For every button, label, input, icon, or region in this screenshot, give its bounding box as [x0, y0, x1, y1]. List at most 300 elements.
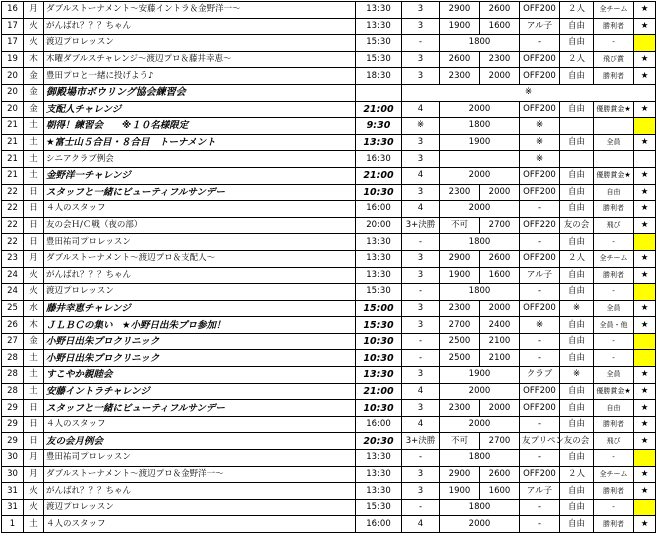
- table-row: [2, 300, 656, 317]
- entry-cell: 自由: [560, 68, 594, 85]
- games-cell: 4: [402, 101, 440, 118]
- table-row: [2, 383, 656, 400]
- price-member-cell: 2600: [480, 2, 520, 19]
- entry-cell: 自由: [560, 167, 594, 184]
- weekday-cell: 土: [24, 151, 44, 168]
- price-general-cell: 不可: [440, 217, 480, 234]
- entry-cell: ※: [560, 300, 594, 317]
- weekday-cell: 日: [24, 416, 44, 433]
- event-cell: 小野日出朱プロクリニック: [44, 350, 356, 367]
- star-cell: ★: [634, 466, 656, 483]
- discount-cell: 友プリペン: [520, 433, 560, 450]
- games-cell: 3+決勝: [402, 433, 440, 450]
- discount-cell: -: [520, 499, 560, 516]
- star-cell: ★: [634, 383, 656, 400]
- weekday-cell: 月: [24, 250, 44, 267]
- time-cell: 21:00: [356, 383, 402, 400]
- day-cell: 22: [2, 217, 24, 234]
- day-cell: 17: [2, 18, 24, 35]
- discount-cell: OFF200: [520, 167, 560, 184]
- day-cell: 16: [2, 2, 24, 19]
- time-cell: 16:00: [356, 516, 402, 533]
- discount-cell: -: [520, 416, 560, 433]
- discount-cell: アル子: [520, 267, 560, 284]
- event-cell: 豊田プロと一緒に投げよう♪: [44, 68, 356, 85]
- time-cell: 15:30: [356, 35, 402, 52]
- day-cell: 22: [2, 184, 24, 201]
- star-cell: [634, 35, 656, 52]
- price-member-cell: 2400: [480, 317, 520, 334]
- prize-cell: 全員: [594, 367, 634, 384]
- entry-cell: 自由: [560, 317, 594, 334]
- prize-cell: 全チーム: [594, 250, 634, 267]
- day-cell: 19: [2, 51, 24, 68]
- day-cell: 22: [2, 234, 24, 251]
- weekday-cell: 水: [24, 300, 44, 317]
- table-row: [2, 333, 656, 350]
- day-cell: 21: [2, 134, 24, 151]
- prize-cell: [594, 151, 634, 168]
- star-cell: ★: [634, 250, 656, 267]
- price-member-cell: 2600: [480, 250, 520, 267]
- event-cell: 小野日出朱プロクリニック: [44, 333, 356, 350]
- table-row: [2, 350, 656, 367]
- discount-cell: -: [520, 516, 560, 533]
- weekday-cell: 火: [24, 284, 44, 301]
- games-cell: 3: [402, 134, 440, 151]
- star-cell: [634, 499, 656, 516]
- prize-cell: -: [594, 35, 634, 52]
- weekday-cell: 日: [24, 201, 44, 218]
- event-cell: ４人のスタッフ: [44, 201, 356, 218]
- entry-cell: ２人: [560, 466, 594, 483]
- day-cell: 31: [2, 483, 24, 500]
- weekday-cell: 金: [24, 68, 44, 85]
- weekday-cell: 火: [24, 35, 44, 52]
- table-row: [2, 167, 656, 184]
- day-cell: 30: [2, 466, 24, 483]
- prize-cell: 優勝賞金★: [594, 101, 634, 118]
- table-row: [2, 317, 656, 334]
- time-cell: 16:30: [356, 151, 402, 168]
- prize-cell: 飛び賞: [594, 51, 634, 68]
- games-cell: 3: [402, 400, 440, 417]
- time-cell: 13:30: [356, 250, 402, 267]
- games-cell: 3: [402, 18, 440, 35]
- discount-cell: OFF200: [520, 400, 560, 417]
- day-cell: 27: [2, 333, 24, 350]
- entry-cell: 自由: [560, 416, 594, 433]
- discount-cell: -: [520, 201, 560, 218]
- discount-cell: OFF200: [520, 250, 560, 267]
- prize-cell: 飛び: [594, 217, 634, 234]
- discount-cell: OFF200: [520, 184, 560, 201]
- entry-cell: 自由: [560, 267, 594, 284]
- time-cell: 13:30: [356, 466, 402, 483]
- prize-cell: 全チーム: [594, 466, 634, 483]
- time-cell: [356, 84, 402, 101]
- entry-cell: ２人: [560, 250, 594, 267]
- time-cell: 13:30: [356, 18, 402, 35]
- price-general-cell: 2900: [440, 250, 480, 267]
- weekday-cell: 土: [24, 367, 44, 384]
- prize-cell: -: [594, 350, 634, 367]
- day-cell: 20: [2, 101, 24, 118]
- star-cell: ★: [634, 167, 656, 184]
- star-cell: ★: [634, 300, 656, 317]
- event-cell: 豊田祐司プロレッスン: [44, 450, 356, 467]
- price-general-cell: 1900: [440, 18, 480, 35]
- weekday-cell: 日: [24, 433, 44, 450]
- games-cell: -: [402, 234, 440, 251]
- event-cell: ダブルストーナメント〜渡辺プロ＆金野洋一〜: [44, 466, 356, 483]
- discount-cell: アル子: [520, 483, 560, 500]
- discount-cell: -: [520, 333, 560, 350]
- weekday-cell: 金: [24, 84, 44, 101]
- entry-cell: [560, 151, 594, 168]
- star-cell: ★: [634, 400, 656, 417]
- event-cell: 渡辺プロレッスン: [44, 499, 356, 516]
- prize-cell: 勝利者: [594, 483, 634, 500]
- star-cell: ★: [634, 184, 656, 201]
- table-row: [2, 267, 656, 284]
- prize-cell: 全員: [594, 134, 634, 151]
- discount-cell: OFF200: [520, 2, 560, 19]
- weekday-cell: 木: [24, 317, 44, 334]
- star-cell: ★: [634, 416, 656, 433]
- price-cell: 2500: [440, 333, 480, 350]
- day-cell: 1: [2, 516, 24, 533]
- weekday-cell: 月: [24, 450, 44, 467]
- price2-cell: 2100: [480, 350, 520, 367]
- price-cell: 2000: [440, 416, 520, 433]
- star-cell: ★: [634, 51, 656, 68]
- price-member-cell: 2000: [480, 184, 520, 201]
- prize-cell: [594, 118, 634, 135]
- day-cell: 21: [2, 118, 24, 135]
- prize-cell: -: [594, 499, 634, 516]
- entry-cell: 自由: [560, 450, 594, 467]
- event-cell: 支配人チャレンジ: [44, 101, 356, 118]
- games-cell: 3: [402, 466, 440, 483]
- discount-cell: OFF200: [520, 383, 560, 400]
- entry-cell: 自由: [560, 184, 594, 201]
- time-cell: 9:30: [356, 118, 402, 135]
- event-cell: ４人のスタッフ: [44, 416, 356, 433]
- time-cell: 15:30: [356, 499, 402, 516]
- weekday-cell: 土: [24, 167, 44, 184]
- discount-cell: ※: [520, 151, 560, 168]
- star-cell: [634, 284, 656, 301]
- day-cell: 20: [2, 84, 24, 101]
- prize-cell: 自由: [594, 400, 634, 417]
- time-cell: 15:30: [356, 317, 402, 334]
- games-cell: -: [402, 450, 440, 467]
- event-cell: 友の会Ｈ/Ｃ戦（夜の部）: [44, 217, 356, 234]
- entry-cell: ２人: [560, 2, 594, 19]
- table-row: [2, 134, 656, 151]
- games-cell: 3: [402, 367, 440, 384]
- table-row: [2, 201, 656, 218]
- star-cell: ★: [634, 317, 656, 334]
- table-row: [2, 151, 656, 168]
- weekday-cell: 土: [24, 134, 44, 151]
- entry-cell: 自由: [560, 383, 594, 400]
- prize-cell: 優勝賞金★: [594, 383, 634, 400]
- event-cell: がんばれ？？？ちゃん: [44, 483, 356, 500]
- discount-cell: OFF200: [520, 68, 560, 85]
- event-cell: すこやか親睦会: [44, 367, 356, 384]
- prize-cell: 勝利者: [594, 267, 634, 284]
- star-cell: ★: [634, 516, 656, 533]
- entry-cell: 自由: [560, 483, 594, 500]
- event-cell: 朝得！練習会 ※１０名様限定: [44, 118, 356, 135]
- discount-cell: OFF200: [520, 101, 560, 118]
- star-cell: ★: [634, 2, 656, 19]
- star-cell: ★: [634, 18, 656, 35]
- weekday-cell: 火: [24, 18, 44, 35]
- prize-cell: -: [594, 450, 634, 467]
- day-cell: 29: [2, 416, 24, 433]
- prize-cell: -: [594, 333, 634, 350]
- entry-cell: [560, 118, 594, 135]
- discount-cell: OFF200: [520, 300, 560, 317]
- table-row: [2, 2, 656, 19]
- prize-cell: 勝利者: [594, 201, 634, 218]
- price-member-cell: 2000: [480, 68, 520, 85]
- event-cell: 金野洋一チャレンジ: [44, 167, 356, 184]
- star-cell: [634, 151, 656, 168]
- table-row: [2, 18, 656, 35]
- day-cell: 20: [2, 68, 24, 85]
- games-cell: 3: [402, 300, 440, 317]
- prize-cell: 飛び: [594, 433, 634, 450]
- price-cell: 1800: [440, 450, 520, 467]
- discount-cell: アル子: [520, 18, 560, 35]
- games-cell: 4: [402, 201, 440, 218]
- table-row: [2, 184, 656, 201]
- price-general-cell: 不可: [440, 433, 480, 450]
- event-cell: 藤井幸恵チャレンジ: [44, 300, 356, 317]
- weekday-cell: 火: [24, 499, 44, 516]
- table-row: [2, 35, 656, 52]
- time-cell: 10:30: [356, 400, 402, 417]
- weekday-cell: 日: [24, 217, 44, 234]
- weekday-cell: 火: [24, 483, 44, 500]
- event-cell: がんばれ？？？ちゃん: [44, 18, 356, 35]
- event-cell: ★富士山５合目・８合目 トーナメント: [44, 134, 356, 151]
- day-cell: 29: [2, 400, 24, 417]
- price-cell: [440, 151, 520, 168]
- table-row: [2, 450, 656, 467]
- entry-cell: 自由: [560, 350, 594, 367]
- prize-cell: 勝利者: [594, 416, 634, 433]
- weekday-cell: 土: [24, 118, 44, 135]
- price-cell: 2000: [440, 101, 520, 118]
- time-cell: 13:30: [356, 367, 402, 384]
- entry-cell: ２人: [560, 51, 594, 68]
- schedule-rows: [2, 2, 656, 533]
- price-general-cell: 2900: [440, 2, 480, 19]
- time-cell: 18:30: [356, 68, 402, 85]
- price-member-cell: 2700: [480, 217, 520, 234]
- event-cell: ４人のスタッフ: [44, 516, 356, 533]
- time-cell: 13:30: [356, 234, 402, 251]
- day-cell: 23: [2, 250, 24, 267]
- price-general-cell: 2600: [440, 51, 480, 68]
- discount-cell: -: [520, 284, 560, 301]
- games-cell: -: [402, 499, 440, 516]
- entry-cell: 自由: [560, 35, 594, 52]
- star-cell: [634, 234, 656, 251]
- prize-cell: -: [594, 284, 634, 301]
- games-cell: -: [402, 284, 440, 301]
- event-cell: ダブルストーナメント〜渡辺プロ＆支配人〜: [44, 250, 356, 267]
- event-cell: 友の会月例会: [44, 433, 356, 450]
- prize-cell: 自由: [594, 184, 634, 201]
- price-general-cell: 2900: [440, 466, 480, 483]
- discount-cell: -: [520, 450, 560, 467]
- games-cell: 3: [402, 51, 440, 68]
- entry-cell: 自由: [560, 400, 594, 417]
- star-cell: ★: [634, 267, 656, 284]
- star-cell: ★: [634, 483, 656, 500]
- star-cell: ★: [634, 101, 656, 118]
- games-cell: ※: [402, 118, 440, 135]
- event-schedule-table: [1, 1, 656, 533]
- entry-cell: 友の会: [560, 217, 594, 234]
- day-cell: 26: [2, 317, 24, 334]
- time-cell: 16:00: [356, 416, 402, 433]
- games-cell: 3: [402, 2, 440, 19]
- weekday-cell: 金: [24, 333, 44, 350]
- weekday-cell: 日: [24, 184, 44, 201]
- table-row: [2, 284, 656, 301]
- weekday-cell: 土: [24, 350, 44, 367]
- day-cell: 24: [2, 267, 24, 284]
- discount-cell: ※: [520, 118, 560, 135]
- event-cell: 豊田祐司プロレッスン: [44, 234, 356, 251]
- time-cell: 13:30: [356, 483, 402, 500]
- event-cell: がんばれ？？？ちゃん: [44, 267, 356, 284]
- discount-cell: -: [520, 350, 560, 367]
- time-cell: 16:00: [356, 201, 402, 218]
- price-member-cell: 1600: [480, 267, 520, 284]
- discount-cell: OFF220: [520, 217, 560, 234]
- prize-cell: 全員・他: [594, 317, 634, 334]
- weekday-cell: 月: [24, 2, 44, 19]
- time-cell: 13:30: [356, 450, 402, 467]
- star-cell: ★: [634, 217, 656, 234]
- day-cell: 30: [2, 450, 24, 467]
- entry-cell: 自由: [560, 284, 594, 301]
- games-cell: 3: [402, 151, 440, 168]
- price-member-cell: 1600: [480, 483, 520, 500]
- price-cell: 2500: [440, 350, 480, 367]
- event-cell: 渡辺プロレッスン: [44, 35, 356, 52]
- games-cell: 4: [402, 416, 440, 433]
- day-cell: 25: [2, 300, 24, 317]
- games-cell: -: [402, 350, 440, 367]
- day-cell: 31: [2, 499, 24, 516]
- price-cell: 2000: [440, 167, 520, 184]
- star-cell: ★: [634, 201, 656, 218]
- day-cell: 28: [2, 367, 24, 384]
- prize-cell: 全チーム: [594, 2, 634, 19]
- entry-cell: 自由: [560, 333, 594, 350]
- day-cell: 17: [2, 35, 24, 52]
- price-member-cell: 2000: [480, 300, 520, 317]
- note-cell: ※: [402, 84, 656, 101]
- entry-cell: 自由: [560, 18, 594, 35]
- table-row: [2, 499, 656, 516]
- weekday-cell: 火: [24, 267, 44, 284]
- event-cell: 御殿場市ボウリング協会練習会: [44, 84, 356, 101]
- entry-cell: 自由: [560, 499, 594, 516]
- table-row: [2, 367, 656, 384]
- discount-cell: -: [520, 35, 560, 52]
- time-cell: 20:00: [356, 217, 402, 234]
- star-cell: ★: [634, 433, 656, 450]
- table-row: [2, 51, 656, 68]
- price-cell: 1800: [440, 234, 520, 251]
- entry-cell: 自由: [560, 516, 594, 533]
- star-cell: ★: [634, 68, 656, 85]
- price-general-cell: 2300: [440, 184, 480, 201]
- weekday-cell: 土: [24, 383, 44, 400]
- day-cell: 22: [2, 201, 24, 218]
- event-cell: スタッフと一緒にビューティフルサンデー: [44, 184, 356, 201]
- discount-cell: クラブ: [520, 367, 560, 384]
- entry-cell: 自由: [560, 101, 594, 118]
- price2-cell: 2100: [480, 333, 520, 350]
- games-cell: 3: [402, 250, 440, 267]
- table-row: [2, 101, 656, 118]
- event-cell: ＪＬＢＣの集い ★小野日出朱プロ参加！: [44, 317, 356, 334]
- time-cell: 13:30: [356, 134, 402, 151]
- event-cell: シニアクラブ例会: [44, 151, 356, 168]
- table-row: [2, 68, 656, 85]
- price-member-cell: 2700: [480, 433, 520, 450]
- day-cell: 21: [2, 151, 24, 168]
- discount-cell: -: [520, 234, 560, 251]
- day-cell: 21: [2, 167, 24, 184]
- prize-cell: 優勝賞金★: [594, 167, 634, 184]
- price-member-cell: 2000: [480, 400, 520, 417]
- time-cell: 15:30: [356, 51, 402, 68]
- price-general-cell: 2300: [440, 400, 480, 417]
- price-general-cell: 2700: [440, 317, 480, 334]
- price-general-cell: 1900: [440, 483, 480, 500]
- table-row: [2, 118, 656, 135]
- weekday-cell: 月: [24, 466, 44, 483]
- weekday-cell: 日: [24, 400, 44, 417]
- table-row: [2, 400, 656, 417]
- star-cell: [634, 450, 656, 467]
- games-cell: 4: [402, 383, 440, 400]
- discount-cell: ※: [520, 134, 560, 151]
- star-cell: [634, 350, 656, 367]
- weekday-cell: 日: [24, 234, 44, 251]
- time-cell: 21:00: [356, 167, 402, 184]
- games-cell: -: [402, 333, 440, 350]
- table-row: [2, 433, 656, 450]
- discount-cell: OFF200: [520, 51, 560, 68]
- table-row: [2, 84, 656, 101]
- table-row: [2, 217, 656, 234]
- star-cell: ★: [634, 367, 656, 384]
- table-row: [2, 516, 656, 533]
